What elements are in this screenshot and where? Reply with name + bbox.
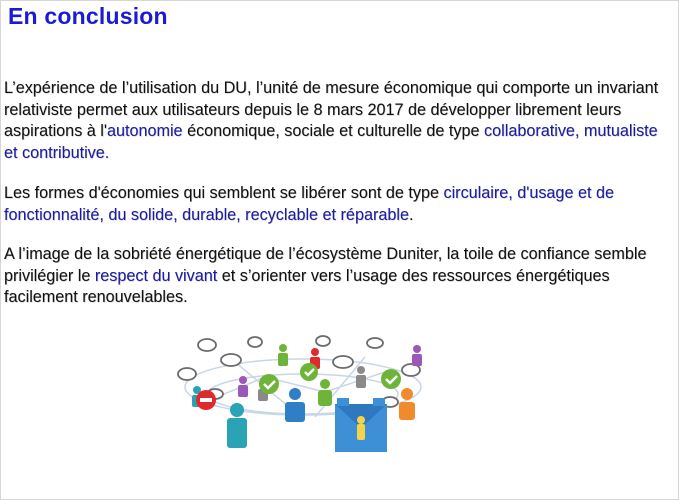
p2-text-1: Les formes d'économies qui semblent se libérer sont de type [4, 184, 444, 202]
p1-text-2: économique, sociale et culturelle de type [182, 122, 485, 140]
person-icon [238, 376, 248, 397]
bubble-icon [367, 338, 383, 348]
check-badge-icon [300, 363, 318, 381]
person-icon [412, 345, 422, 366]
bubble-icon [221, 354, 241, 366]
person-icon [318, 379, 332, 406]
bubble-icon [316, 336, 330, 346]
p3-text-2: et s’orienter vers l’usage des ressources énergétiques facilement renouvelables. [4, 266, 610, 306]
paragraph-du-experience [4, 78, 668, 164]
shared-box-icon [335, 398, 387, 452]
person-icon [356, 366, 366, 388]
community-network-illustration [175, 332, 430, 454]
p3-text-1: A l’image de la sobriété énergétique de l’écosystème Duniter, la toile de confiance semble privilégier le [4, 245, 647, 285]
person-icon [285, 388, 305, 422]
paragraph-sobriety [4, 244, 668, 309]
bubble-icon [333, 356, 353, 368]
check-badge-icon [381, 369, 401, 389]
bubble-icon [178, 368, 196, 380]
bubble-icon [198, 339, 216, 351]
p3-highlight-vivant: respect du vivant [94, 266, 218, 285]
paragraph-economies [4, 183, 668, 226]
p1-text-1: L’expérience de l’utilisation du DU, l’unité de mesure économique qui comporte un invariant relativiste permet aux utilisateurs depuis le 8 mars 2017 de développer librement leurs aspirations à l' [4, 79, 659, 140]
slide-title: En conclusion [8, 3, 168, 29]
bubble-icon [248, 337, 262, 347]
p2-highlight-forms: circulaire, d'usage et de fonctionnalité, du solide, durable, recyclable et réparable [4, 184, 614, 224]
p1-highlight-types: collaborative, mutualiste et contributive. [4, 122, 658, 162]
check-badge-icon [259, 374, 279, 394]
p2-text-2: . [408, 205, 414, 224]
person-icon [399, 388, 415, 420]
person-icon [278, 344, 288, 366]
p1-highlight-autonomie: autonomie [106, 122, 183, 140]
